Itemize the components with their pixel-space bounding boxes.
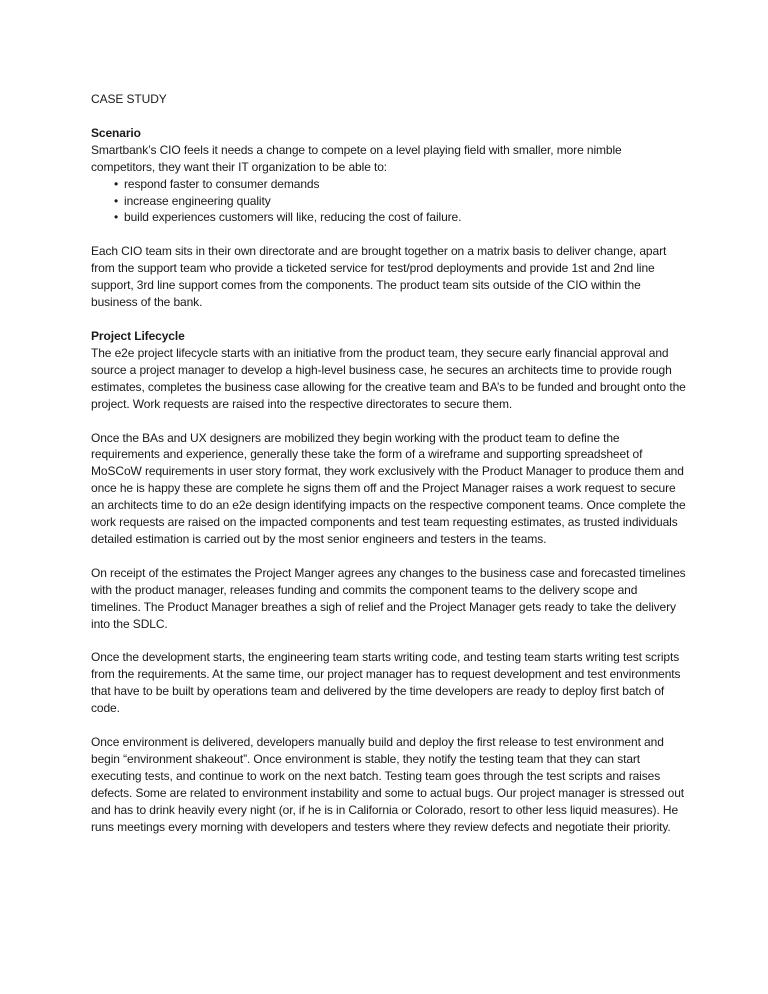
lifecycle-paragraph: Once the BAs and UX designers are mobilized they begin working with the product team to define the requirements and experience, generally these take the form of a wireframe and supporting spreadsheet of MoSCoW requirements in user story format, they work exclusively with the Product Manager to produce them and once he is happy these are complete he signs them off and the Project Manager raises a work request to secure an architects time to do an e2e design identifying impacts on the respective component teams. Once complete the work requests are raised on the impacted components and test team requesting estimates, as trusted individuals detailed estimation is carried out by the most senior engineers and testers in the teams. [91, 430, 686, 546]
scenario-intro: Smartbank’s CIO feels it needs a change to compete on a level playing field with smaller, more nimble competitors, they want their IT organization to be able to: [91, 142, 622, 174]
lifecycle-section [91, 328, 688, 836]
scenario-bullet-list [91, 176, 688, 227]
bullet-item: • increase engineering quality [114, 193, 688, 210]
document-title: CASE STUDY [91, 92, 167, 106]
lifecycle-heading: Project Lifecycle [91, 328, 185, 343]
lifecycle-paragraph: The e2e project lifecycle starts with an initiative from the product team, they secure early financial approval and source a project manager to develop a high-level business case, he secures an architects time to provide rough estimates, completes the business case allowing for the creative team and BA’s to be funded and brought onto the project. Work requests are raised into the respective directorates to secure them. [91, 345, 686, 411]
lifecycle-paragraph: Once environment is delivered, developers manually build and deploy the first release to test environment and begin “environment shakeout”. Once environment is stable, they notify the testing team that they can start executing tests, and continue to work on the next batch. Testing team goes through the test scripts and raises defects. Some are related to environment instability and some to actual bugs. Our project manager is stressed out and has to drink heavily every night (or, if he is in California or Colorado, resort to other less liquid measures). He runs meetings every morning with developers and testers where they review defects and negotiate their priority. [91, 735, 685, 834]
lifecycle-paragraph: On receipt of the estimates the Project Manger agrees any changes to the business case and forecasted timelines with the product manager, releases funding and commits the component teams to the delivery scope and timelines. The Product Manager breathes a sigh of relief and the Project Manager gets ready to take the delivery into the SDLC. [91, 565, 686, 631]
bullet-item: • build experiences customers will like, reducing the cost of failure. [114, 209, 688, 226]
lifecycle-paragraph: Once the development starts, the engineering team starts writing code, and testing team starts writing test scripts from the requirements. At the same time, our project manager has to request development and test environments that have to be built by operations team and delivered by the time developers are ready to deploy first batch of code. [91, 650, 681, 716]
scenario-paragraph: Each CIO team sits in their own directorate and are brought together on a matrix basis to deliver change, apart from the support team who provide a ticketed service for test/prod deployments and provide 1st and 2nd line support, 3rd line support comes from the components. The product team sits outside of the CIO within the business of the bank. [91, 244, 667, 310]
scenario-section [91, 125, 688, 311]
scenario-heading: Scenario [91, 125, 141, 140]
bullet-item: • respond faster to consumer demands [114, 176, 688, 193]
document-body [91, 91, 688, 853]
